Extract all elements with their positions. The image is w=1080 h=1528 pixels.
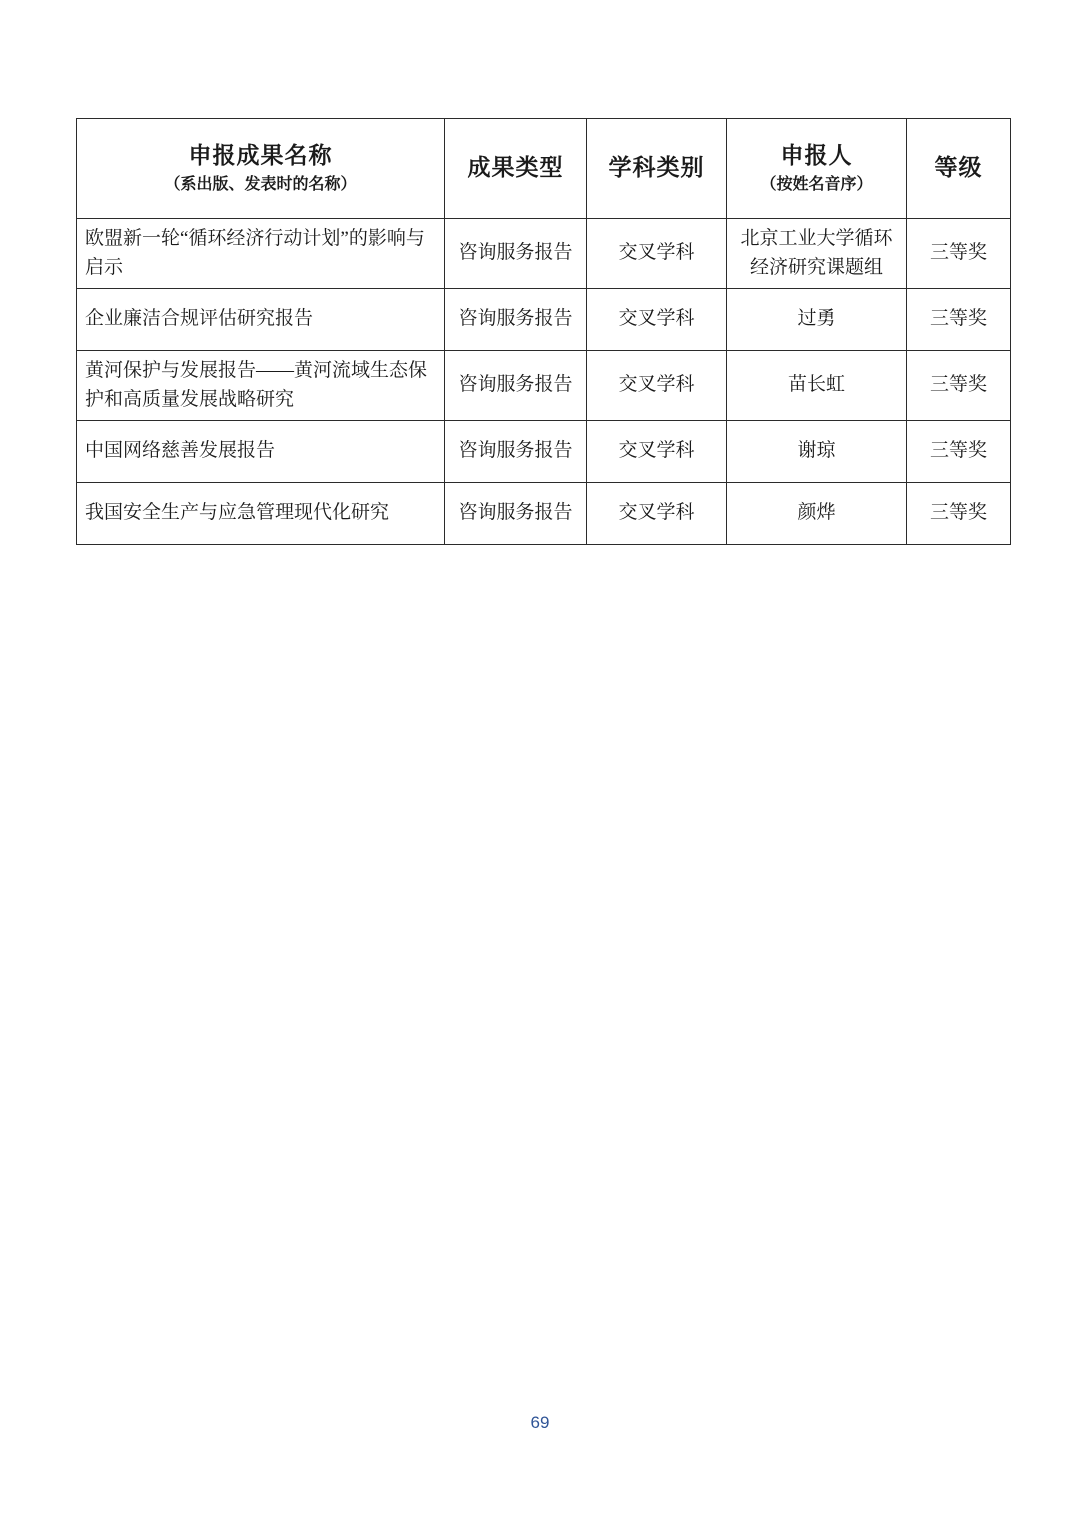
cell-applicant: 苗长虹 xyxy=(727,351,907,421)
cell-title: 我国安全生产与应急管理现代化研究 xyxy=(77,483,445,545)
cell-applicant: 北京工业大学循环经济研究课题组 xyxy=(727,219,907,289)
table-row xyxy=(77,289,1011,351)
table-body xyxy=(77,219,1011,545)
cell-type: 咨询服务报告 xyxy=(445,351,587,421)
column-header-applicant-sub: （按姓名音序） xyxy=(760,175,873,193)
results-table-container xyxy=(76,118,1010,545)
cell-discipline: 交叉学科 xyxy=(587,219,727,289)
table-row xyxy=(77,421,1011,483)
cell-type: 咨询服务报告 xyxy=(445,421,587,483)
cell-applicant: 过勇 xyxy=(727,289,907,351)
column-header-type-main: 成果类型 xyxy=(467,155,564,181)
column-header-applicant-main: 申报人 xyxy=(780,143,853,169)
cell-discipline: 交叉学科 xyxy=(587,483,727,545)
table-header xyxy=(77,119,1011,219)
column-header-title xyxy=(77,119,445,219)
table-row xyxy=(77,483,1011,545)
cell-type: 咨询服务报告 xyxy=(445,289,587,351)
column-header-type xyxy=(445,119,587,219)
column-header-level-main: 等级 xyxy=(934,155,983,181)
cell-level: 三等奖 xyxy=(907,289,1011,351)
table-row xyxy=(77,219,1011,289)
cell-discipline: 交叉学科 xyxy=(587,421,727,483)
column-header-applicant xyxy=(727,119,907,219)
cell-title: 欧盟新一轮“循环经济行动计划”的影响与启示 xyxy=(77,219,445,289)
cell-applicant: 谢琼 xyxy=(727,421,907,483)
table-row xyxy=(77,351,1011,421)
table-header-row xyxy=(77,119,1011,219)
column-header-discipline xyxy=(587,119,727,219)
cell-discipline: 交叉学科 xyxy=(587,351,727,421)
cell-title: 企业廉洁合规评估研究报告 xyxy=(77,289,445,351)
cell-title: 中国网络慈善发展报告 xyxy=(77,421,445,483)
cell-applicant: 颜烨 xyxy=(727,483,907,545)
cell-type: 咨询服务报告 xyxy=(445,219,587,289)
results-table xyxy=(76,118,1011,545)
cell-title: 黄河保护与发展报告——黄河流域生态保护和高质量发展战略研究 xyxy=(77,351,445,421)
column-header-title-sub: （系出版、发表时的名称） xyxy=(164,175,357,193)
cell-level: 三等奖 xyxy=(907,421,1011,483)
cell-level: 三等奖 xyxy=(907,351,1011,421)
cell-level: 三等奖 xyxy=(907,483,1011,545)
cell-level: 三等奖 xyxy=(907,219,1011,289)
column-header-level xyxy=(907,119,1011,219)
cell-discipline: 交叉学科 xyxy=(587,289,727,351)
column-header-discipline-main: 学科类别 xyxy=(608,155,705,181)
column-header-title-main: 申报成果名称 xyxy=(188,143,333,169)
cell-type: 咨询服务报告 xyxy=(445,483,587,545)
page-number: 69 xyxy=(530,1413,550,1432)
